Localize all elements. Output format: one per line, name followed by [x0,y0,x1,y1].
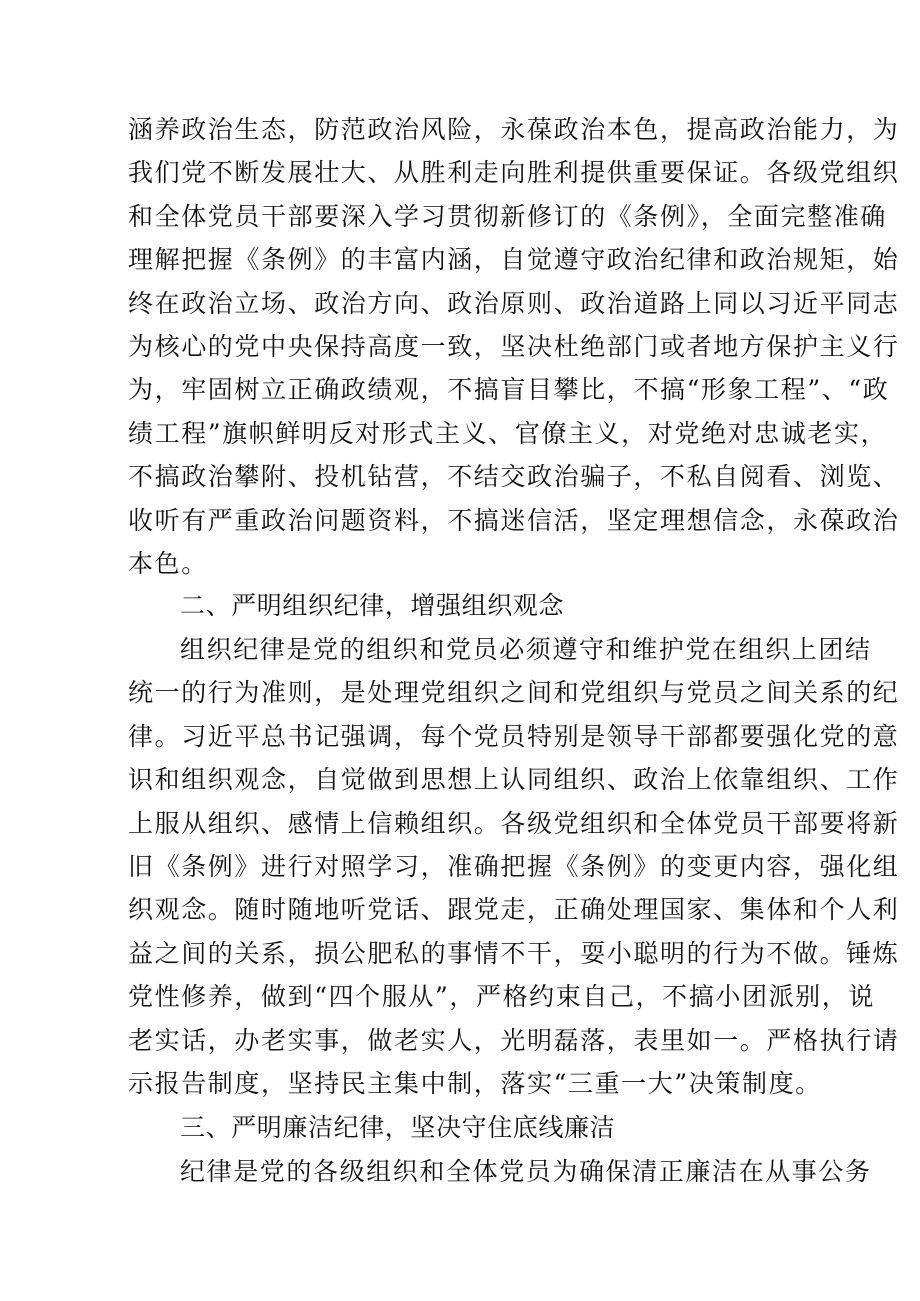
paragraph-line: 不搞政治攀附、投机钻营，不结交政治骗子，不私自阅看、浏览、 [128,462,900,492]
section-heading-organizational-discipline: 二、严明组织纪律，增强组织观念 [180,591,565,620]
paragraph-line: 上服从组织、感情上信赖组织。各级党组织和全体党员干部要将新 [128,808,900,838]
paragraph-line: 我们党不断发展壮大、从胜利走向胜利提供重要保证。各级党组织 [128,158,900,188]
paragraph-line: 和全体党员干部要深入学习贯彻新修订的《条例》，全面完整准确 [128,201,887,231]
paragraph-line: 织观念。随时随地听党话、跟党走，正确处理国家、集体和个人利 [128,895,900,925]
paragraph-line: 老实话，办老实事，做老实人，光明磊落，表里如一。严格执行请 [128,1025,900,1055]
paragraph-line: 识和组织观念，自觉做到思想上认同组织、政治上依靠组织、工作 [128,765,900,795]
paragraph-integrity-discipline [128,1150,872,1193]
paragraph-political-discipline-continued [128,108,900,585]
paragraph-line: 示报告制度，坚持民主集中制，落实“三重一大”决策制度。 [128,1068,822,1098]
paragraph-line: 统一的行为准则，是处理党组织之间和党组织与党员之间关系的纪 [128,678,900,708]
paragraph-line: 纪律是党的各级组织和全体党员为确保清正廉洁在从事公务 [180,1157,872,1186]
paragraph-line: 为，牢固树立正确政绩观，不搞盲目攀比，不搞“形象工程”、“政 [128,375,890,405]
paragraph-line: 益之间的关系，损公肥私的事情不干，耍小聪明的行为不做。锤炼 [128,938,900,968]
paragraph-line: 为核心的党中央保持高度一致，坚决杜绝部门或者地方保护主义行 [128,331,900,361]
paragraph-line: 律。习近平总书记强调，每个党员特别是领导干部都要强化党的意 [128,721,900,751]
paragraph-line: 涵养政治生态，防范政治风险，永葆政治本色，提高政治能力，为 [128,115,900,144]
paragraph-organizational-discipline [128,628,900,1105]
paragraph-line: 党性修养，做到“四个服从”，严格约束自己，不搞小团派别，说 [128,982,875,1012]
paragraph-line: 本色。 [128,548,208,578]
paragraph-line: 收听有严重政治问题资料，不搞迷信活，坚定理想信念，永葆政治 [128,505,900,535]
paragraph-line: 绩工程”旗帜鲜明反对形式主义、官僚主义，对党绝对忠诚老实， [128,418,888,448]
paragraph-line: 理解把握《条例》的丰富内涵，自觉遵守政治纪律和政治规矩，始 [128,245,900,275]
paragraph-line: 组织纪律是党的组织和党员必须遵守和维护党在组织上团结 [180,635,872,664]
section-heading-integrity-discipline: 三、严明廉洁纪律，坚决守住底线廉洁 [180,1113,616,1142]
paragraph-line: 旧《条例》进行对照学习，准确把握《条例》的变更内容，强化组 [128,851,900,881]
paragraph-line: 终在政治立场、政治方向、政治原则、政治道路上同以习近平同志 [128,288,900,318]
